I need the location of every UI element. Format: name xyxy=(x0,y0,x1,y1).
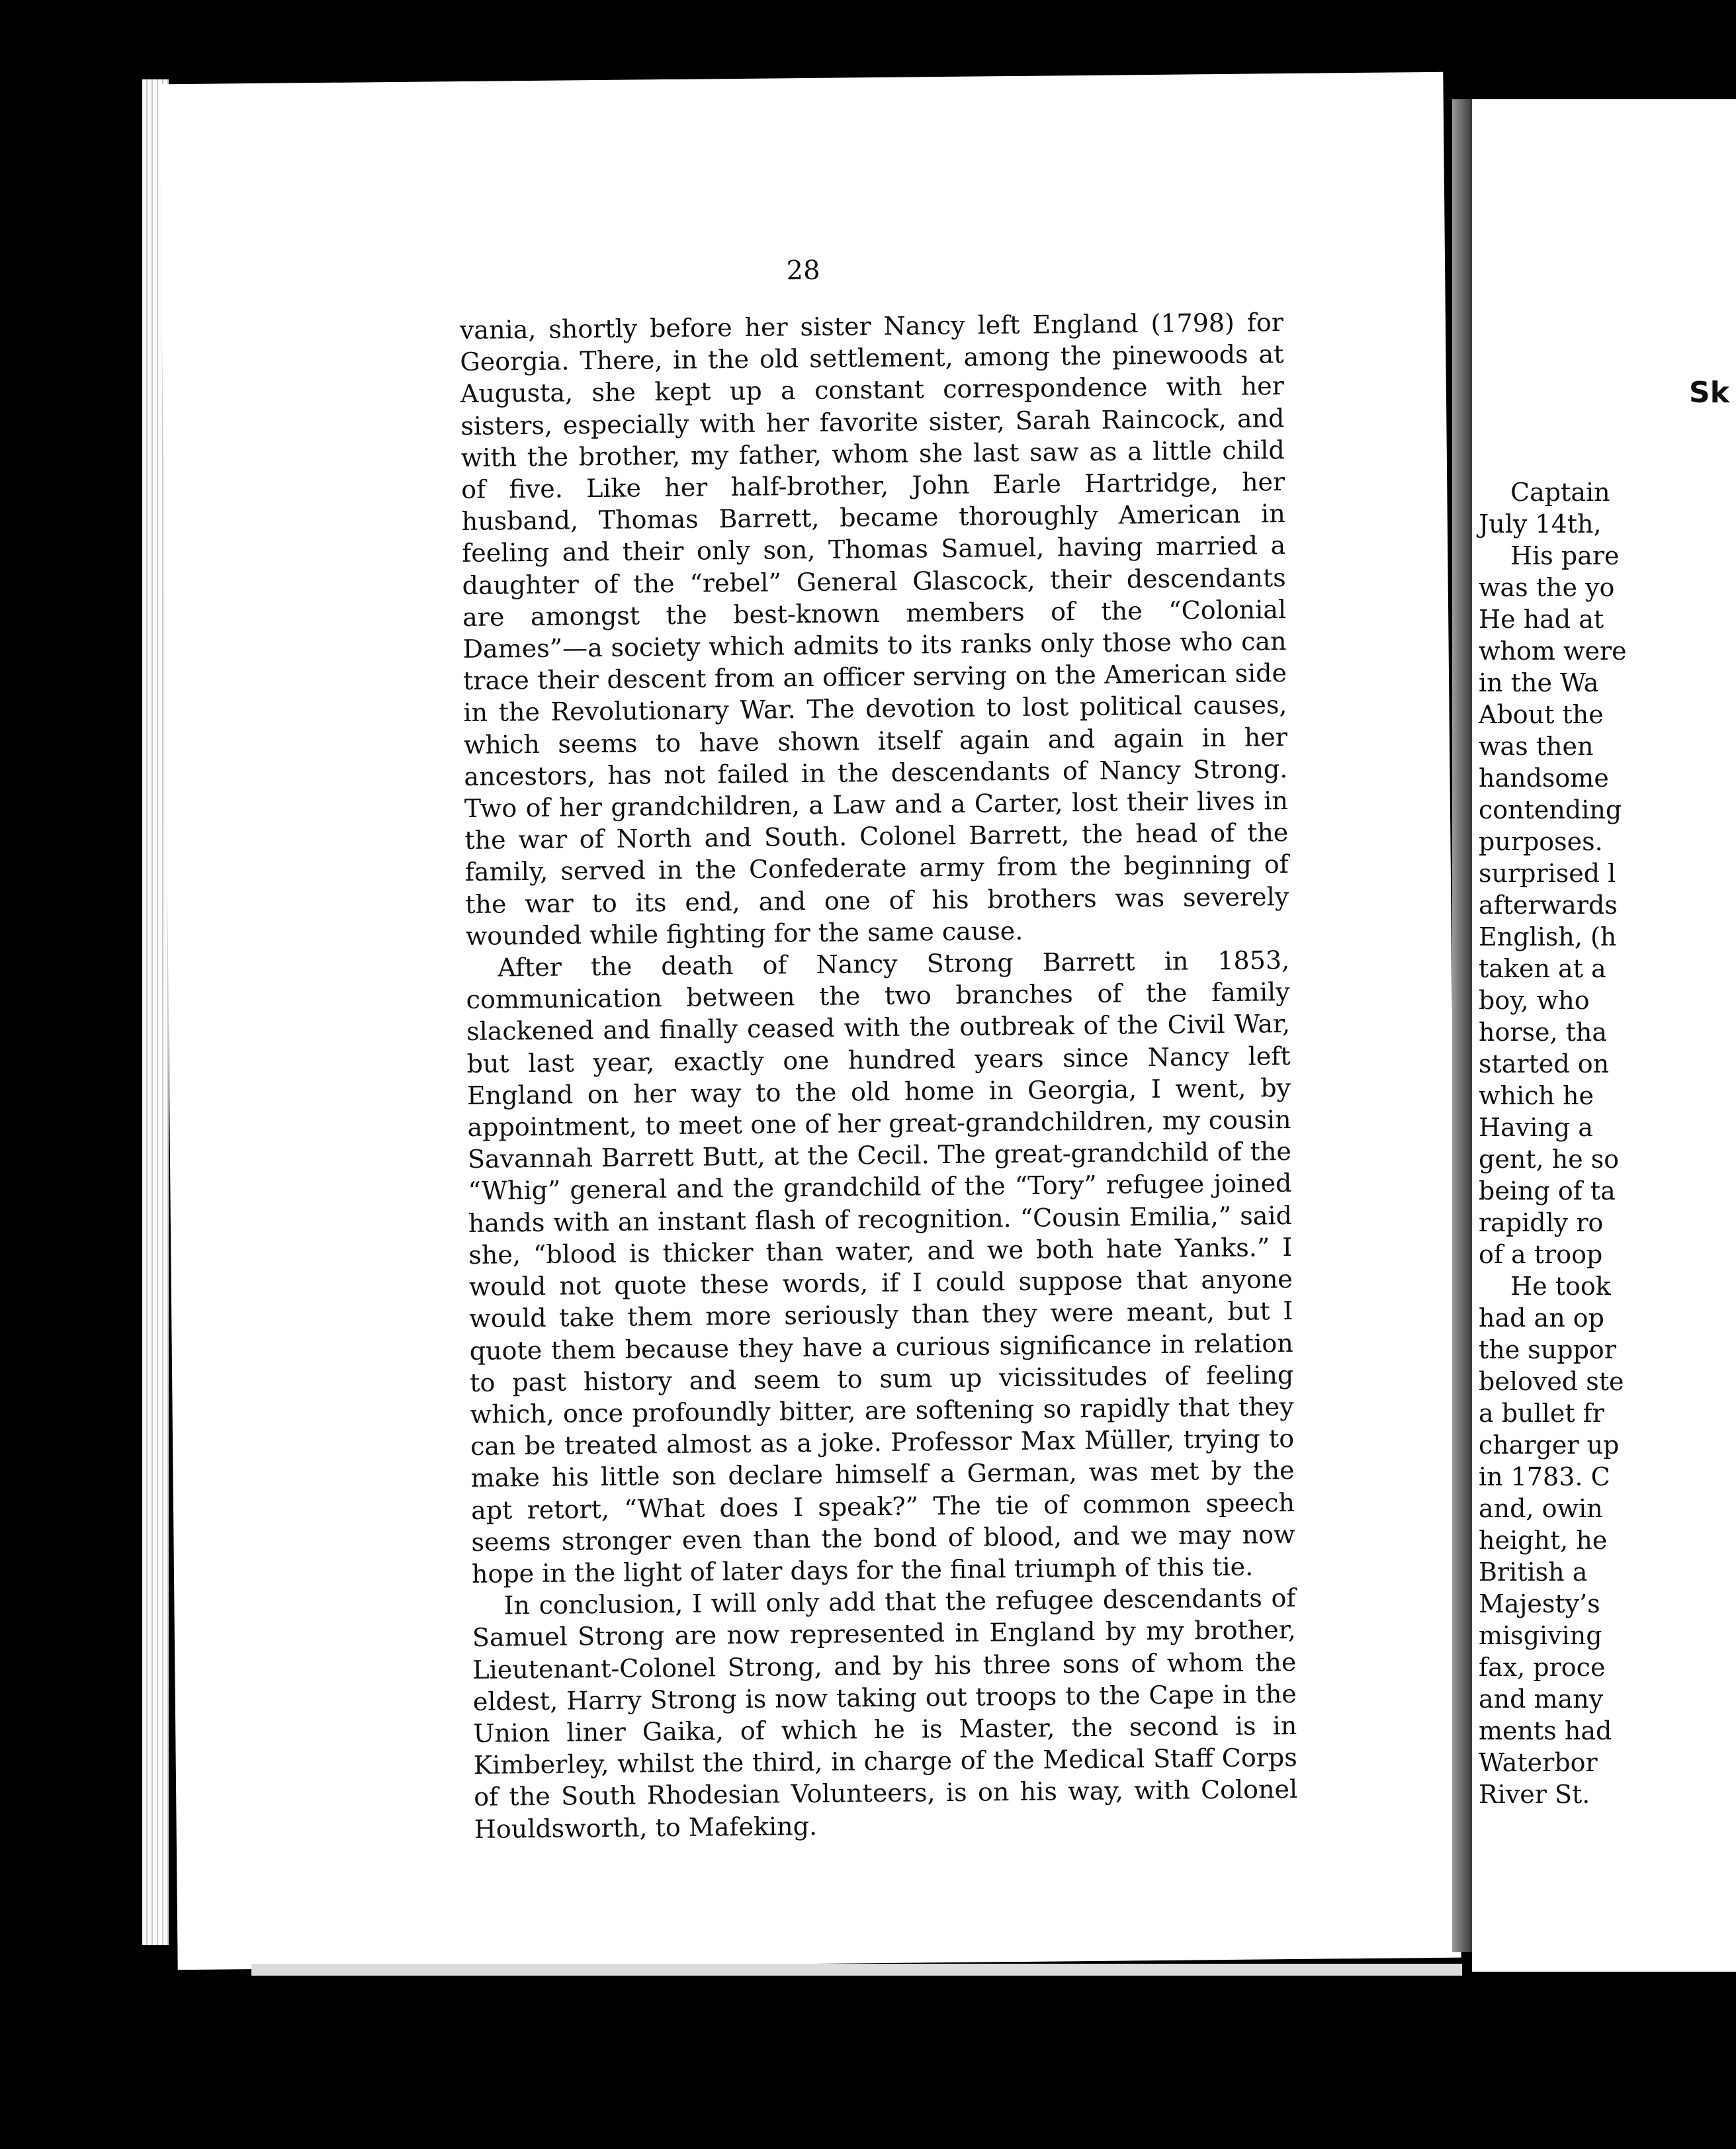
right-page-line: ments had xyxy=(1479,1716,1612,1745)
right-page-line: River St. xyxy=(1479,1780,1590,1809)
right-page-line: misgiving xyxy=(1479,1621,1602,1650)
paragraph-1: vania, shortly before her sister Nancy left England (1798) for Georgia. There, in the old settlement, among the pinewoods at Augusta, she kept up a constant correspondence with her sisters, especially with her favorite sister, Sarah Raincock, and with the brother, my father, whom she last saw as a little child of five. Like her half-brother, John Earle Hartridge, her husband, Thomas Barrett, became thoroughly American in feeling and their only son, Thomas Samuel, having married a daughter of the “rebel” General Glascock, their descendants are amongst the best-known members of the “Colonial Dames”—a society which admits to its ranks only those who can trace their descent from an officer serving on the American side in the Revolutionary War. The devotion to lost political causes, which seems to have shown itself again and again in her ancestors, has not failed in the descendants of Nancy Strong. Two of her grandchildren, a Law and a Carter, lost their lives in the war of North and South. Colonel Barrett, the head of the family, served in the Confederate army from the beginning of the war to its end, and one of his brothers was severely wounded while fighting for the same cause. xyxy=(459,308,1289,951)
right-page-line: rapidly ro xyxy=(1479,1208,1604,1237)
right-page-line: Majesty’s xyxy=(1479,1589,1600,1618)
right-page-line: Waterbor xyxy=(1479,1748,1598,1777)
right-page-line: charger up xyxy=(1479,1430,1620,1460)
right-page-line: started on xyxy=(1479,1049,1610,1078)
right-page-line: British a xyxy=(1479,1557,1588,1587)
right-page-line: English, (h xyxy=(1479,922,1617,951)
paragraph-2: After the death of Nancy Strong Barrett in 1853, communication between the two branches of the family slackened and finally ceased with the outbreak of the Civil War, but last year, exactly one hundred years since Nancy left England on her way to the old home in Georgia, I went, by appointment, to meet one of her great-grandchildren, my cousin Savannah Barrett Butt, at the Cecil. The great-grandchild of the “Whig” general and the grandchild of the “Tory” refugee joined hands with an instant flash of recognition. “Cousin Emilia,” said she, “blood is thicker than water, and we both hate Yanks.” I would not quote these words, if I could suppose that anyone would take them more seriously than they were meant, but I quote them because they have a curious significance in relation to past history and seem to sum up vicissitudes of feeling which, once profoundly bitter, are softening so rapidly that they can be treated almost as a joke. Professor Max Müller, trying to make his little son declare himself a German, was met by the apt retort, “What does I speak?” The tie of common speech seems stronger even than the bond of blood, and we may now hope in the light of later days for the final triumph of this tie. xyxy=(466,945,1295,1589)
right-page-line: surprised l xyxy=(1479,859,1616,888)
right-page-line: boy, who xyxy=(1479,986,1590,1015)
right-page-line: was then xyxy=(1479,732,1594,761)
page-body xyxy=(460,306,1298,1845)
right-page-line: purposes. xyxy=(1479,827,1603,856)
right-page-line: taken at a xyxy=(1479,954,1606,983)
right-page-line: the suppor xyxy=(1479,1335,1616,1364)
right-page-line: being of ta xyxy=(1479,1176,1616,1206)
left-page xyxy=(159,72,1461,1970)
right-page-line: and many xyxy=(1479,1685,1604,1714)
right-page-line: fax, proce xyxy=(1479,1653,1606,1682)
right-page-line: in the Wa xyxy=(1479,668,1599,697)
right-page-line: of a troop xyxy=(1479,1240,1603,1269)
right-page-line: July 14th, xyxy=(1479,509,1602,539)
right-page-text xyxy=(1479,476,1736,1810)
gutter-shadow xyxy=(1452,99,1472,1952)
right-page-heading: Sk xyxy=(1689,376,1729,410)
right-page-line: a bullet fr xyxy=(1479,1399,1604,1428)
right-page-line: beloved ste xyxy=(1479,1367,1624,1396)
right-page-line: whom were xyxy=(1479,636,1627,666)
right-page-line: had an op xyxy=(1479,1303,1604,1333)
right-page-line: was the yo xyxy=(1479,573,1615,602)
right-page-line: afterwards xyxy=(1479,891,1618,920)
right-page-line: His pare xyxy=(1510,541,1620,570)
right-page-line: About the xyxy=(1479,700,1604,729)
paragraph-3: In conclusion, I will only add that the refugee descendants of Samuel Strong are now represented in England by my brother, Lieutenant-Colonel Strong, and by his three sons of whom the eldest, Harry Strong is now taking out troops to the Cape in the Union liner Gaika, of which he is Master, the second is in Kimberley, whilst the third, in charge of the Medical Staff Corps of the South Rhodesian Volunteers, is on his way, with Colonel Houldsworth, to Mafeking. xyxy=(472,1583,1298,1844)
right-page-line: gent, he so xyxy=(1479,1145,1620,1174)
page-number: 28 xyxy=(786,255,820,286)
right-page-line: height, he xyxy=(1479,1526,1608,1555)
right-page-line: Having a xyxy=(1479,1113,1593,1142)
right-page-line: and, owin xyxy=(1479,1494,1603,1523)
right-page-line: which he xyxy=(1479,1081,1594,1110)
page-bottom-edge xyxy=(251,1964,1462,1976)
right-page-line: Captain xyxy=(1510,478,1610,507)
right-page-line: handsome xyxy=(1479,764,1609,793)
right-page-line: horse, tha xyxy=(1479,1018,1608,1047)
right-page-line: in 1783. C xyxy=(1479,1462,1610,1491)
right-page-fragment xyxy=(1472,99,1736,1972)
right-page-line: He had at xyxy=(1479,605,1604,634)
right-page-line: He took xyxy=(1510,1272,1611,1301)
right-page-line: contending xyxy=(1479,795,1622,824)
